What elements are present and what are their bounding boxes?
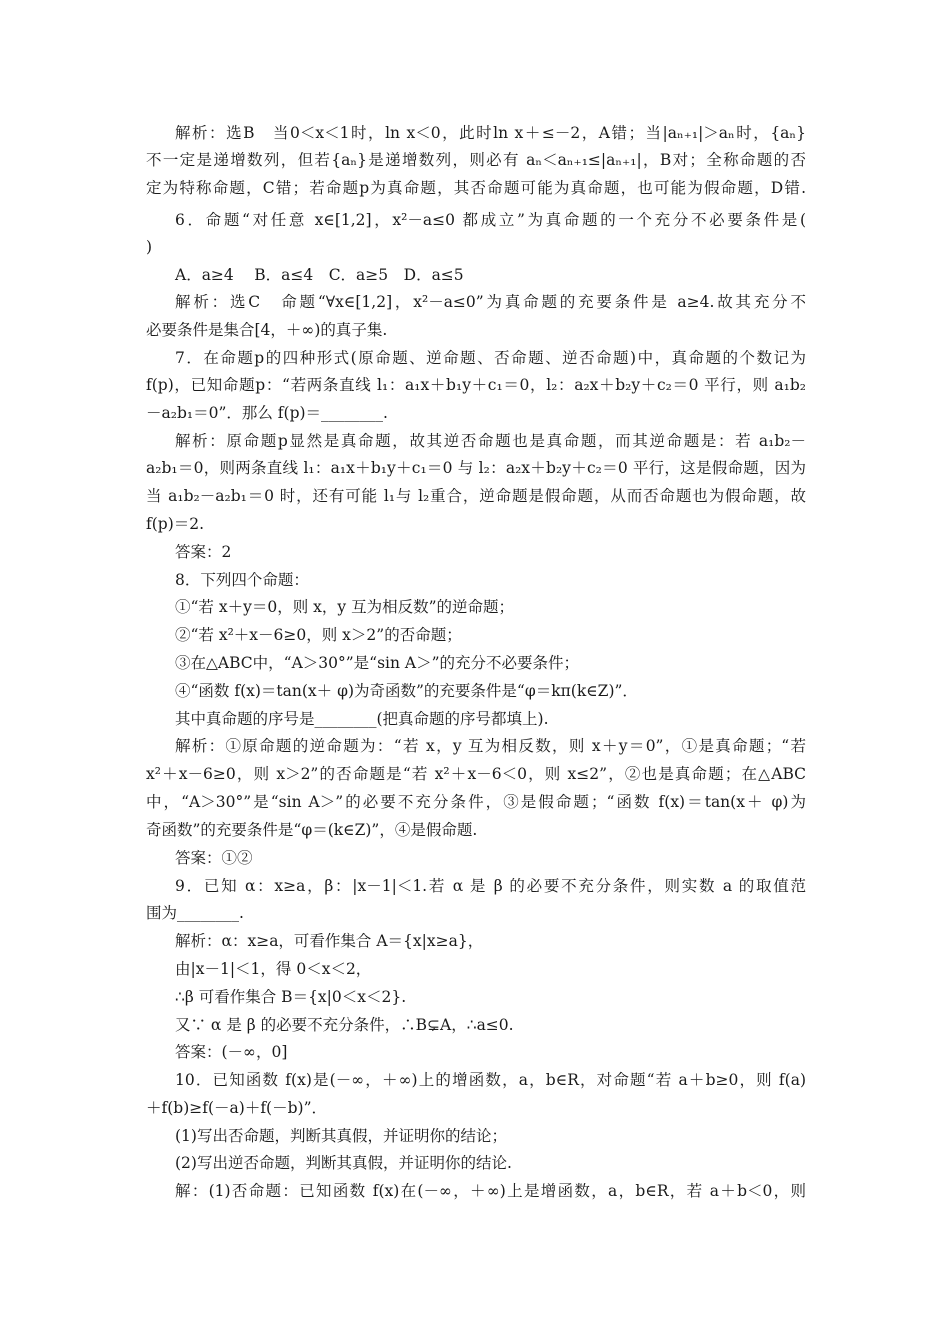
text-line: 解：(1)否命题：已知函数 f(x)在(－∞，＋∞)上是增函数，a，b∈R，若 a＋b＜0，则 (175, 1182, 806, 1200)
text-line: 定为特称命题，C错；若命题p为真命题，其否命题可能为真命题，也可能为假命题，D错. (146, 179, 806, 197)
text-line: 解析：①原命题的逆命题为：“若 x，y 互为相反数，则 x＋y＝0”，①是真命题；“若 (175, 737, 806, 755)
text-line: (2)写出逆否命题，判断其真假，并证明你的结论. (175, 1154, 512, 1172)
text-line: 其中真命题的序号是________(把真命题的序号都填上). (175, 710, 549, 728)
text-line: x²＋x－6≥0，则 x＞2”的否命题是“若 x²＋x－6＜0，则 x≤2”，②也是真命题；在△ABC (146, 765, 806, 783)
text-line: 答案：(－∞，0] (175, 1043, 288, 1061)
text-line: a₂b₁＝0，则两条直线 l₁：a₁x＋b₁y＋c₁＝0 与 l₂：a₂x＋b₂y＋c₂＝0 平行，这是假命题，因为 (146, 459, 806, 477)
text-line: －a₂b₁＝0”．那么 f(p)＝________. (146, 404, 388, 422)
text-line: 10．已知函数 f(x)是(－∞，＋∞)上的增函数，a，b∈R，对命题“若 a＋b≥0，则 f(a) (175, 1071, 806, 1089)
text-line: f(p)＝2. (146, 515, 205, 533)
text-line: 7．在命题p的四种形式(原命题、逆命题、否命题、逆否命题)中，真命题的个数记为 (175, 349, 806, 367)
text-line: 由|x－1|＜1，得 0＜x＜2， (175, 960, 372, 978)
text-line: 答案：2 (175, 543, 232, 561)
text-line: 9．已知 α：x≥a，β：|x－1|＜1.若 α 是 β 的必要不充分条件，则实数 a 的取值范 (175, 877, 806, 895)
text-line: (1)写出否命题，判断其真假，并证明你的结论； (175, 1127, 507, 1145)
text-line: 当 a₁b₂－a₂b₁＝0 时，还有可能 l₁与 l₂重合，逆命题是假命题，从而否命题也为假命题，故 (146, 487, 806, 505)
text-line: 解析：选C 命题“∀x∈[1,2]，x²－a≤0”为真命题的充要条件是 a≥4.故其充分不 (175, 293, 806, 311)
text-line: 中，“A＞30°”是“sin A＞”的必要不充分条件，③是假命题；“函数 f(x)＝tan(x＋ φ)为 (146, 793, 806, 811)
text-line: f(p)，已知命题p：“若两条直线 l₁：a₁x＋b₁y＋c₁＝0，l₂：a₂x＋b₂y＋c₂＝0 平行，则 a₁b₂ (146, 376, 806, 394)
text-line: 解析：α：x≥a，可看作集合 A＝{x|x≥a}， (175, 932, 484, 950)
text-line: ∴β 可看作集合 B＝{x|0＜x＜2}. (175, 988, 407, 1006)
text-line: 必要条件是集合[4，＋∞)的真子集. (146, 321, 388, 339)
text-line: A．a≥4 B．a≤4 C．a≥5 D．a≤5 (175, 266, 464, 284)
text-line: ＋f(b)≥f(－a)＋f(－b)”． (146, 1099, 327, 1117)
text-line: 解析：原命题p显然是真命题，故其逆否命题也是真命题，而其逆命题是：若 a₁b₂－ (175, 432, 806, 450)
text-line: 围为________. (146, 904, 244, 922)
text-line: ②“若 x²＋x－6≥0，则 x＞2”的否命题； (175, 626, 462, 644)
text-line: 答案：①② (175, 849, 253, 867)
text-line: 解析：选B 当0＜x＜1时，ln x＜0，此时ln x＋≤－2，A错；当|aₙ₊₁|＞aₙ时，{aₙ} (175, 124, 806, 142)
text-line: 8．下列四个命题： (175, 571, 309, 589)
text-line: ) (146, 238, 153, 256)
text-line: 6．命题“对任意 x∈[1,2]，x²－a≤0 都成立”为真命题的一个充分不必要条件是( (175, 211, 806, 229)
text-line: ④“函数 f(x)＝tan(x＋ φ)为奇函数”的充要条件是“φ＝kπ(k∈Z)”． (175, 682, 638, 700)
text-line: 又∵ α 是 β 的必要不充分条件，∴B⊊A，∴a≤0. (175, 1016, 514, 1034)
text-line: 奇函数”的充要条件是“φ＝(k∈Z)”，④是假命题. (146, 821, 478, 839)
text-line: ①“若 x＋y＝0，则 x，y 互为相反数”的逆命题； (175, 598, 514, 616)
text-line: ③在△ABC中，“A＞30°”是“sin A＞”的充分不必要条件； (175, 654, 580, 672)
text-line: 不一定是递增数列，但若{aₙ}是递增数列，则必有 aₙ＜aₙ₊₁≤|aₙ₊₁|，B对；全称命题的否 (146, 151, 806, 169)
